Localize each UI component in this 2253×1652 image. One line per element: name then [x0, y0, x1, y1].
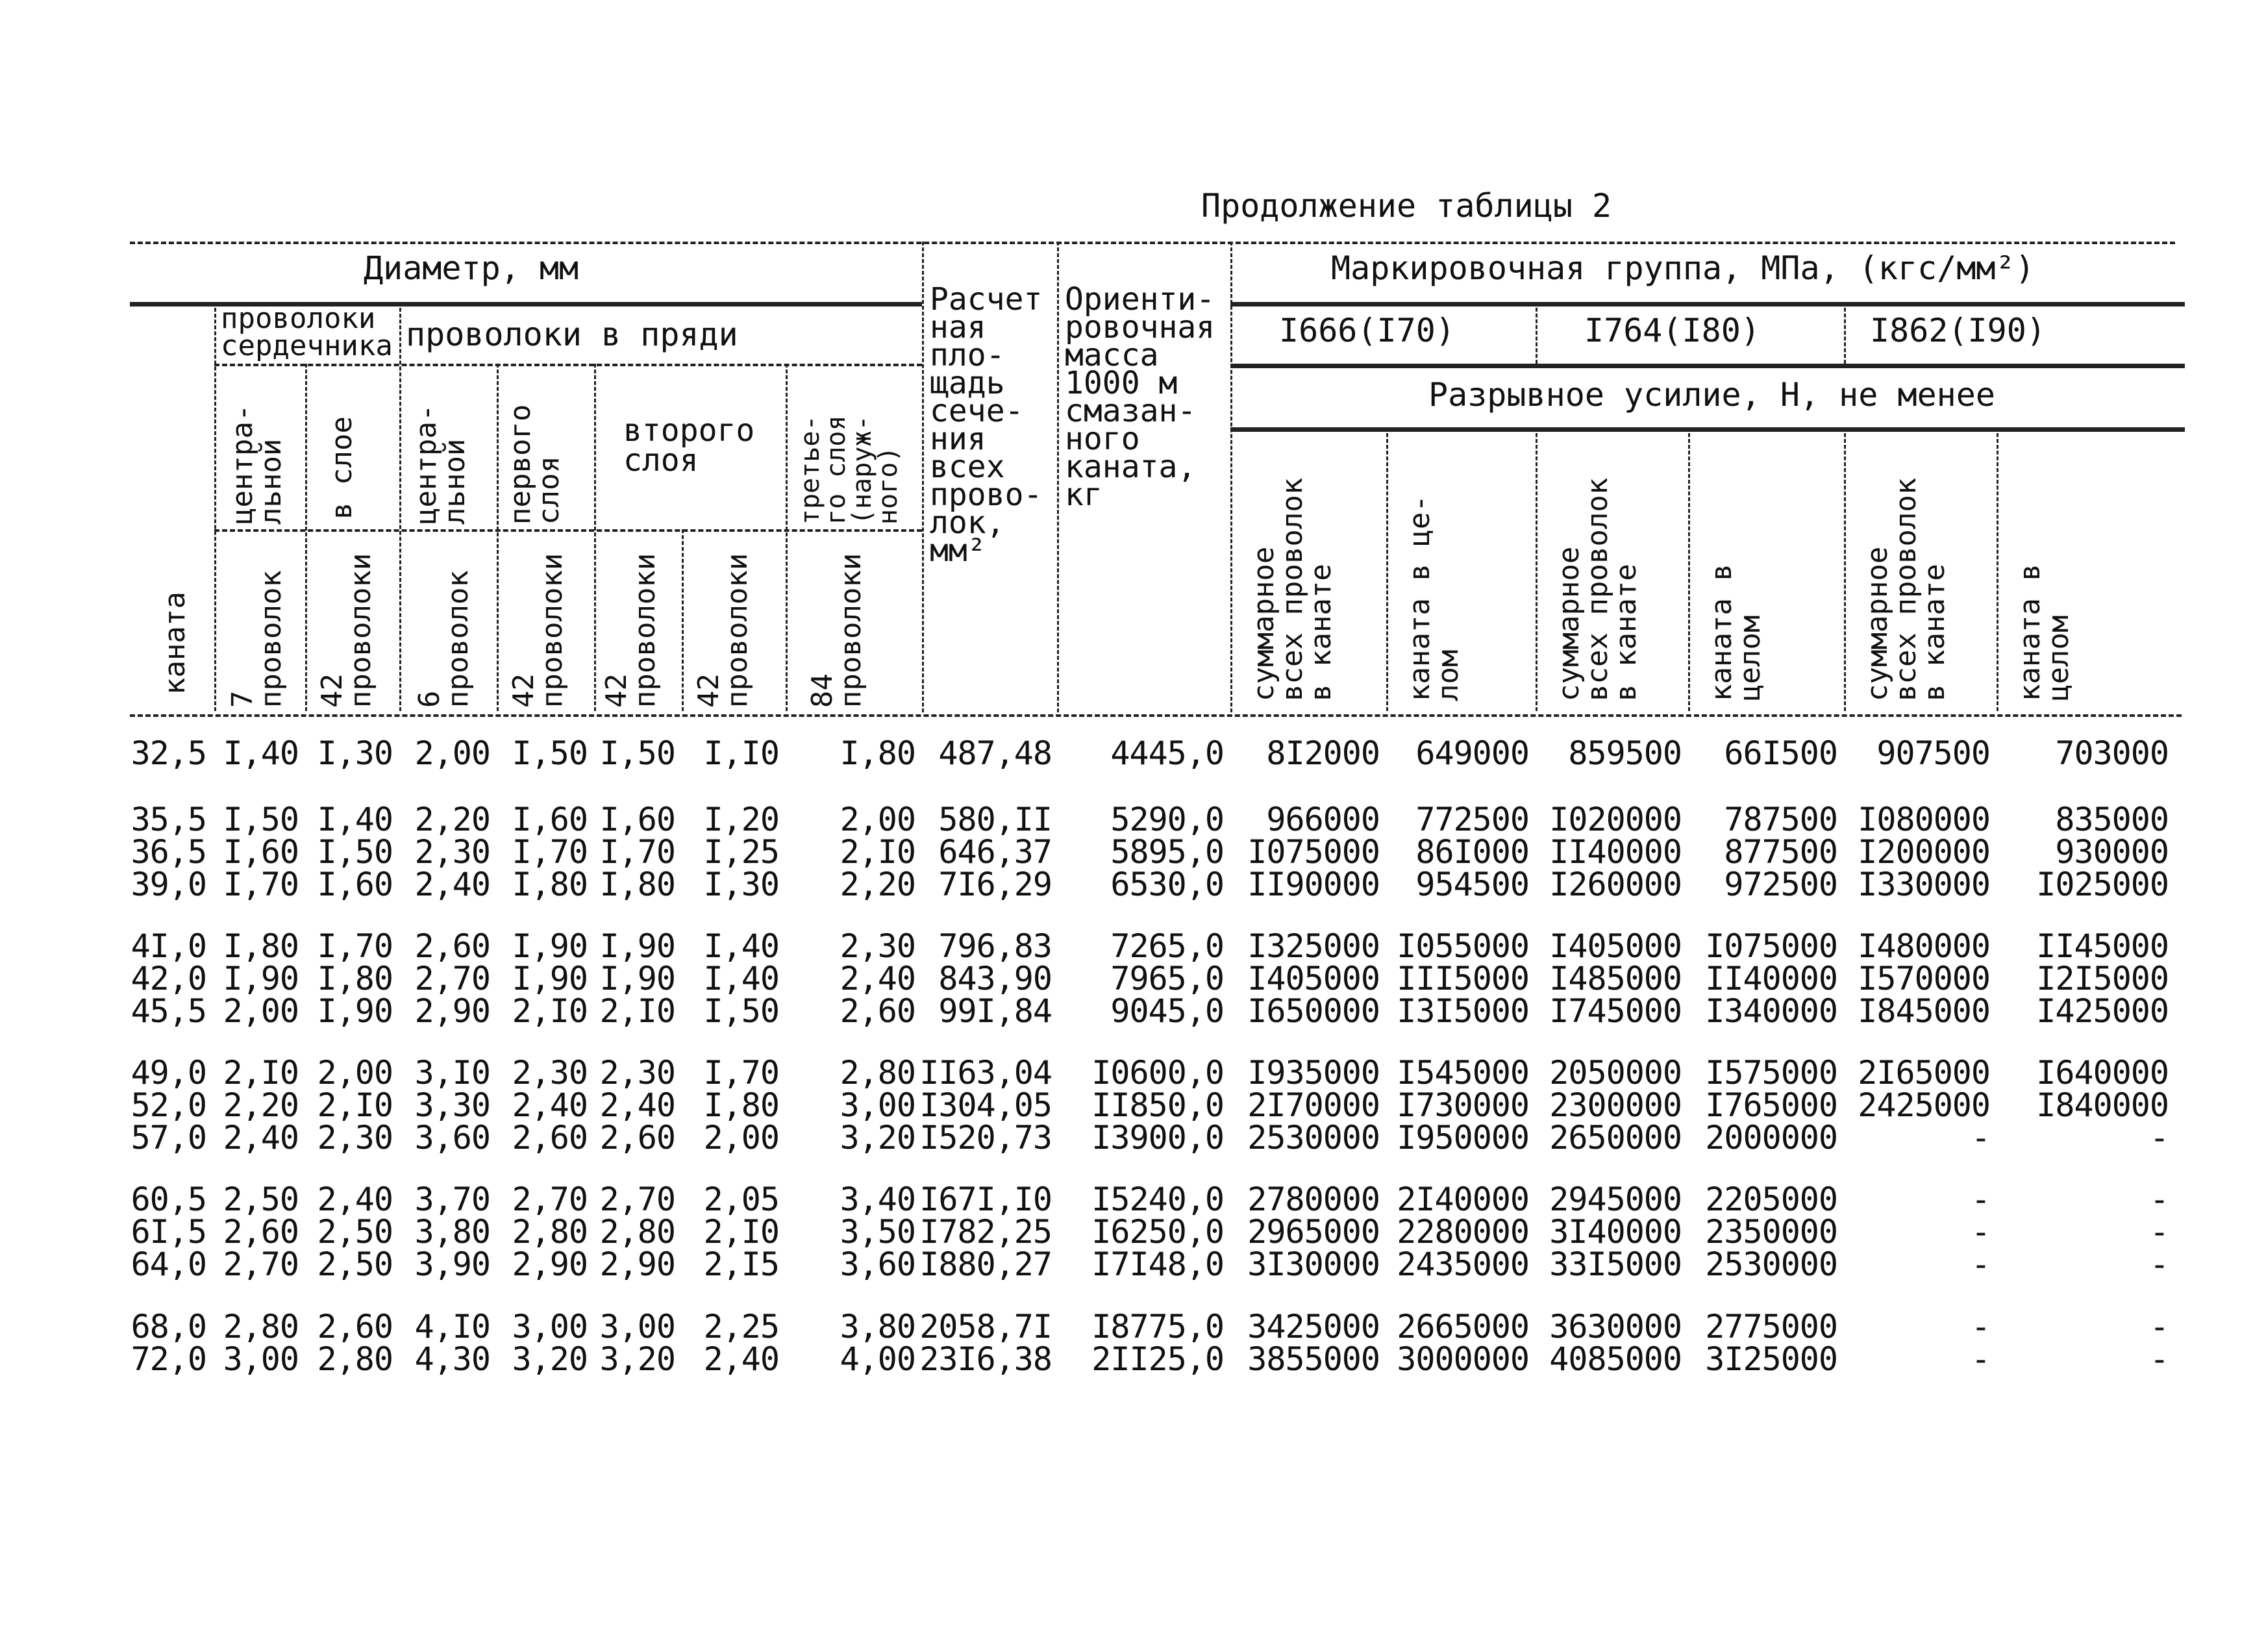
- cell-g2-rope: 787500: [1724, 801, 1837, 838]
- cell-g1-rope: 3000000: [1397, 1340, 1529, 1378]
- header-42-wires-first: 42 проволоки: [507, 553, 569, 708]
- cell-second-layer-b: 2,I0: [703, 1213, 779, 1251]
- cell-first-layer: 3,20: [512, 1340, 588, 1378]
- cell-second-layer-a: I,50: [599, 734, 675, 772]
- header-rope-whole-2: каната в целом: [1705, 564, 1767, 701]
- cell-third-layer: 3,50: [840, 1213, 915, 1251]
- cell-g3-rope: -: [2149, 1213, 2169, 1251]
- cell-second-layer-b: 2,25: [703, 1308, 779, 1345]
- col-divider: [594, 364, 596, 711]
- cell-g2-sum: II40000: [1549, 833, 1682, 871]
- cell-g2-rope: 2205000: [1705, 1181, 1837, 1218]
- cell-first-layer: 2,40: [512, 1086, 588, 1124]
- cell-second-layer-a: 2,70: [599, 1181, 675, 1218]
- cell-third-layer: 3,20: [840, 1119, 915, 1157]
- cell-g3-rope: -: [2149, 1340, 2169, 1378]
- cell-third-layer: 4,00: [840, 1340, 915, 1378]
- cell-core-layer: I,40: [317, 801, 393, 838]
- cell-rope-diameter: 60,5: [131, 1181, 206, 1218]
- cell-core-central: I,80: [223, 927, 299, 965]
- cell-g1-sum: I075000: [1247, 833, 1380, 871]
- header-84-wires: 84 проволоки: [806, 553, 867, 708]
- cell-mass: I3900,0: [1091, 1119, 1224, 1157]
- cell-g3-rope: -: [2149, 1308, 2169, 1345]
- cell-first-layer: 2,30: [512, 1054, 588, 1092]
- cell-g3-rope: I2I5000: [2036, 960, 2169, 997]
- cell-g1-sum: 8I2000: [1266, 734, 1380, 772]
- cell-mass: I0600,0: [1091, 1054, 1224, 1092]
- cell-g2-rope: I765000: [1705, 1086, 1837, 1124]
- cell-g1-sum: 3425000: [1247, 1308, 1380, 1345]
- cell-area: 99I,84: [938, 992, 1052, 1030]
- cell-first-layer: I,90: [512, 927, 588, 965]
- header-marking-group: Маркировочная группа, МПа, (кгс/мм²): [1331, 249, 2035, 287]
- group-underline: [214, 364, 922, 366]
- cell-g3-sum: -: [1971, 1119, 1990, 1157]
- cell-second-layer-b: I,40: [703, 927, 779, 965]
- header-area: Расчет ная пло- щадь сече- ния всех прово- лок, мм²: [930, 281, 1043, 569]
- cell-rope-diameter: 39,0: [131, 866, 206, 903]
- col-divider: [682, 529, 684, 711]
- cell-g2-rope: 2775000: [1705, 1308, 1837, 1345]
- cell-mass: 4445,0: [1110, 734, 1224, 772]
- header-rope: каната: [158, 592, 192, 695]
- cell-rope-diameter: 52,0: [131, 1086, 206, 1124]
- cell-g2-sum: 859500: [1568, 734, 1682, 772]
- cell-area: I880,27: [919, 1245, 1052, 1283]
- cell-rope-diameter: 6I,5: [131, 1213, 206, 1251]
- cell-g3-rope: I640000: [2036, 1054, 2169, 1092]
- col-divider: [922, 242, 924, 712]
- header-second-layer: второго слоя: [623, 412, 755, 479]
- cell-rope-diameter: 68,0: [131, 1308, 206, 1345]
- cell-strand-central: 2,90: [414, 992, 490, 1030]
- cell-area: 23I6,38: [919, 1340, 1052, 1378]
- header-sum-wires-2: суммарное всех проволок в канате: [1552, 477, 1643, 701]
- cell-g2-rope: 2530000: [1705, 1245, 1837, 1283]
- header-core-wires: проволоки сердечника: [221, 302, 393, 362]
- cell-g2-rope: 877500: [1724, 833, 1837, 871]
- cell-strand-central: 3,90: [414, 1245, 490, 1283]
- cell-core-central: 2,00: [223, 992, 299, 1030]
- cell-g3-rope: I025000: [2036, 866, 2169, 903]
- col-divider: [1997, 427, 1998, 711]
- cell-rope-diameter: 36,5: [131, 833, 206, 871]
- cell-g2-rope: I575000: [1705, 1054, 1837, 1092]
- cell-second-layer-b: I,20: [703, 801, 779, 838]
- cell-first-layer: 3,00: [512, 1308, 588, 1345]
- cell-core-central: 2,20: [223, 1086, 299, 1124]
- cell-g1-sum: II90000: [1247, 866, 1380, 903]
- cell-g3-rope: 930000: [2055, 833, 2169, 871]
- col-divider: [1386, 427, 1388, 711]
- cell-g1-rope: III5000: [1397, 960, 1529, 997]
- cell-g2-sum: 2300000: [1549, 1086, 1682, 1124]
- cell-g3-rope: -: [2149, 1119, 2169, 1157]
- cell-g3-rope: 835000: [2055, 801, 2169, 838]
- cell-strand-central: 4,I0: [414, 1308, 490, 1345]
- cell-g3-sum: 907500: [1876, 734, 1990, 772]
- header-42-wires-second-a: 42 проволоки: [600, 553, 662, 708]
- cell-second-layer-b: I,80: [703, 1086, 779, 1124]
- cell-g2-sum: I020000: [1549, 801, 1682, 838]
- cell-g3-sum: 2425000: [1858, 1086, 1990, 1124]
- cell-g3-sum: I330000: [1858, 866, 1990, 903]
- cell-g3-sum: I080000: [1858, 801, 1990, 838]
- cell-third-layer: 3,60: [840, 1245, 915, 1283]
- cell-area: 7I6,29: [938, 866, 1052, 903]
- cell-g3-sum: I480000: [1858, 927, 1990, 965]
- cell-mass: 2II25,0: [1091, 1340, 1224, 1378]
- cell-g2-rope: I340000: [1705, 992, 1837, 1030]
- cell-third-layer: I,80: [840, 734, 915, 772]
- cell-rope-diameter: 4I,0: [131, 927, 206, 965]
- cell-core-central: I,70: [223, 866, 299, 903]
- cell-g1-rope: I545000: [1397, 1054, 1529, 1092]
- cell-mass: 6530,0: [1110, 866, 1224, 903]
- cell-strand-central: 3,70: [414, 1181, 490, 1218]
- cell-third-layer: 2,I0: [840, 833, 915, 871]
- cell-area: II63,04: [919, 1054, 1052, 1092]
- cell-area: I67I,I0: [919, 1181, 1052, 1218]
- table-top-border: [130, 242, 2175, 244]
- cell-g2-rope: 66I500: [1724, 734, 1837, 772]
- cell-core-layer: 2,60: [317, 1308, 393, 1345]
- cell-g2-rope: 972500: [1724, 866, 1837, 903]
- cell-first-layer: 2,60: [512, 1119, 588, 1157]
- cell-strand-central: 2,20: [414, 801, 490, 838]
- cell-rope-diameter: 35,5: [131, 801, 206, 838]
- cell-third-layer: 2,60: [840, 992, 915, 1030]
- cell-rope-diameter: 45,5: [131, 992, 206, 1030]
- cell-first-layer: I,50: [512, 734, 588, 772]
- cell-g2-sum: 4085000: [1549, 1340, 1682, 1378]
- cell-core-central: I,40: [223, 734, 299, 772]
- cell-g1-rope: 649000: [1415, 734, 1529, 772]
- cell-third-layer: 2,00: [840, 801, 915, 838]
- cell-second-layer-b: 2,05: [703, 1181, 779, 1218]
- cell-core-central: I,50: [223, 801, 299, 838]
- cell-g3-rope: -: [2149, 1181, 2169, 1218]
- cell-g1-sum: 3I30000: [1247, 1245, 1380, 1283]
- header-first-layer: первого слоя: [504, 404, 566, 525]
- col-divider: [497, 364, 499, 711]
- cell-g3-sum: I200000: [1858, 833, 1990, 871]
- cell-second-layer-b: 2,00: [703, 1119, 779, 1157]
- header-core-central: центра- льной: [226, 404, 288, 525]
- cell-rope-diameter: 72,0: [131, 1340, 206, 1378]
- cell-core-layer: I,80: [317, 960, 393, 997]
- cell-second-layer-a: I,70: [599, 833, 675, 871]
- cell-strand-central: 2,40: [414, 866, 490, 903]
- col-divider: [1844, 302, 1846, 364]
- cell-second-layer-b: I,70: [703, 1054, 779, 1092]
- cell-core-layer: I,60: [317, 866, 393, 903]
- cell-core-layer: 2,80: [317, 1340, 393, 1378]
- cell-g2-sum: I260000: [1549, 866, 1682, 903]
- cell-mass: I7I48,0: [1091, 1245, 1224, 1283]
- cell-core-layer: 2,00: [317, 1054, 393, 1092]
- cell-core-layer: 2,50: [317, 1245, 393, 1283]
- cell-core-layer: I,70: [317, 927, 393, 965]
- cell-core-central: 3,00: [223, 1340, 299, 1378]
- cell-g2-rope: 2350000: [1705, 1213, 1837, 1251]
- cell-core-central: I,60: [223, 833, 299, 871]
- cell-g3-sum: -: [1971, 1245, 1990, 1283]
- cell-strand-central: 3,80: [414, 1213, 490, 1251]
- cell-second-layer-a: 2,80: [599, 1213, 675, 1251]
- cell-second-layer-b: 2,I5: [703, 1245, 779, 1283]
- cell-second-layer-b: I,I0: [703, 734, 779, 772]
- cell-core-layer: 2,50: [317, 1213, 393, 1251]
- header-42-wires-second-b: 42 проволоки: [692, 553, 754, 708]
- cell-first-layer: 2,90: [512, 1245, 588, 1283]
- cell-area: 796,83: [938, 927, 1052, 965]
- cell-g1-sum: I405000: [1247, 960, 1380, 997]
- cell-area: I520,73: [919, 1119, 1052, 1157]
- header-diameter: Диаметр, мм: [364, 249, 579, 287]
- cell-g1-rope: 2280000: [1397, 1213, 1529, 1251]
- cell-third-layer: 2,30: [840, 927, 915, 965]
- cell-second-layer-a: I,90: [599, 960, 675, 997]
- cell-core-layer: 2,40: [317, 1181, 393, 1218]
- cell-mass: 9045,0: [1110, 992, 1224, 1030]
- cell-core-central: 2,60: [223, 1213, 299, 1251]
- cell-second-layer-b: 2,40: [703, 1340, 779, 1378]
- header-breaking-force: Разрывное усилие, Н, не менее: [1428, 376, 1995, 414]
- cell-g2-sum: 2650000: [1549, 1119, 1682, 1157]
- cell-area: I782,25: [919, 1213, 1052, 1251]
- col-divider: [1230, 242, 1232, 712]
- cell-g1-rope: I730000: [1397, 1086, 1529, 1124]
- cell-core-layer: I,30: [317, 734, 393, 772]
- cell-strand-central: 4,30: [414, 1340, 490, 1378]
- cell-core-central: 2,50: [223, 1181, 299, 1218]
- header-rope-whole-1: каната в це- лом: [1403, 495, 1465, 701]
- cell-g1-rope: 954500: [1415, 866, 1529, 903]
- cell-first-layer: 2,80: [512, 1213, 588, 1251]
- cell-g2-sum: 3630000: [1549, 1308, 1682, 1345]
- cell-second-layer-a: I,90: [599, 927, 675, 965]
- cell-strand-central: 3,I0: [414, 1054, 490, 1092]
- cell-second-layer-b: I,25: [703, 833, 779, 871]
- header-42-wires-core: 42 проволоки: [316, 553, 377, 708]
- col-divider: [1688, 427, 1690, 711]
- cell-rope-diameter: 42,0: [131, 960, 206, 997]
- cell-core-layer: 2,30: [317, 1119, 393, 1157]
- cell-g2-sum: I405000: [1549, 927, 1682, 965]
- header-third-layer: третье- го слоя (наруж- ного): [795, 415, 903, 525]
- breaking-underline: [1230, 427, 2185, 432]
- cell-area: 843,90: [938, 960, 1052, 997]
- cell-g1-rope: 2435000: [1397, 1245, 1529, 1283]
- cell-strand-central: 3,60: [414, 1119, 490, 1157]
- cell-rope-diameter: 57,0: [131, 1119, 206, 1157]
- subhead-underline: [214, 529, 922, 532]
- cell-first-layer: I,80: [512, 866, 588, 903]
- cell-g1-sum: I935000: [1247, 1054, 1380, 1092]
- header-group-1764: I764(I80): [1584, 312, 1760, 349]
- cell-first-layer: 2,70: [512, 1181, 588, 1218]
- col-divider: [1536, 427, 1537, 711]
- cell-g3-rope: I840000: [2036, 1086, 2169, 1124]
- col-divider: [399, 302, 401, 711]
- cell-g1-sum: 966000: [1266, 801, 1380, 838]
- cell-g3-sum: 2I65000: [1858, 1054, 1990, 1092]
- cell-first-layer: 2,I0: [512, 992, 588, 1030]
- cell-core-central: 2,80: [223, 1308, 299, 1345]
- cell-core-layer: 2,I0: [317, 1086, 393, 1124]
- groups-underline: [1230, 364, 2185, 368]
- cell-first-layer: I,70: [512, 833, 588, 871]
- cell-third-layer: 3,40: [840, 1181, 915, 1218]
- cell-third-layer: 2,80: [840, 1054, 915, 1092]
- cell-third-layer: 3,00: [840, 1086, 915, 1124]
- cell-second-layer-a: 2,90: [599, 1245, 675, 1283]
- col-divider: [1536, 302, 1537, 364]
- cell-rope-diameter: 32,5: [131, 734, 206, 772]
- cell-area: I304,05: [919, 1086, 1052, 1124]
- header-6-wires: 6 проволок: [413, 570, 475, 708]
- cell-second-layer-b: I,30: [703, 866, 779, 903]
- header-core-layer: в слое: [325, 416, 358, 519]
- cell-g3-rope: II45000: [2036, 927, 2169, 965]
- cell-rope-diameter: 64,0: [131, 1245, 206, 1283]
- cell-second-layer-a: 2,30: [599, 1054, 675, 1092]
- cell-g2-rope: II40000: [1705, 960, 1837, 997]
- cell-rope-diameter: 49,0: [131, 1054, 206, 1092]
- cell-g1-sum: I650000: [1247, 992, 1380, 1030]
- cell-second-layer-a: I,60: [599, 801, 675, 838]
- cell-strand-central: 2,60: [414, 927, 490, 965]
- cell-core-central: 2,70: [223, 1245, 299, 1283]
- cell-first-layer: I,90: [512, 960, 588, 997]
- cell-second-layer-b: I,50: [703, 992, 779, 1030]
- cell-g2-sum: I485000: [1549, 960, 1682, 997]
- col-divider: [1844, 427, 1846, 711]
- cell-core-central: 2,I0: [223, 1054, 299, 1092]
- cell-g2-rope: 2000000: [1705, 1119, 1837, 1157]
- cell-third-layer: 2,40: [840, 960, 915, 997]
- cell-g2-sum: 2945000: [1549, 1181, 1682, 1218]
- cell-strand-central: 2,70: [414, 960, 490, 997]
- cell-g1-sum: 2965000: [1247, 1213, 1380, 1251]
- cell-mass: I6250,0: [1091, 1213, 1224, 1251]
- header-bottom-border: [130, 714, 2182, 717]
- header-strand-wires: проволоки в пряди: [406, 316, 738, 353]
- cell-area: 2058,7I: [919, 1308, 1052, 1345]
- cell-second-layer-a: 3,20: [599, 1340, 675, 1378]
- cell-g3-sum: I570000: [1858, 960, 1990, 997]
- cell-strand-central: 2,30: [414, 833, 490, 871]
- cell-g3-rope: I425000: [2036, 992, 2169, 1030]
- cell-g1-rope: I055000: [1397, 927, 1529, 965]
- col-divider: [214, 302, 216, 711]
- header-sum-wires-1: суммарное всех проволок в канате: [1247, 477, 1338, 701]
- cell-g1-sum: I325000: [1247, 927, 1380, 965]
- cell-second-layer-a: I,80: [599, 866, 675, 903]
- col-divider: [1057, 242, 1059, 712]
- cell-g3-sum: -: [1971, 1308, 1990, 1345]
- cell-g2-sum: I745000: [1549, 992, 1682, 1030]
- cell-g1-rope: I950000: [1397, 1119, 1529, 1157]
- header-sum-wires-3: суммарное всех проволок в канате: [1861, 477, 1951, 701]
- cell-mass: 7965,0: [1110, 960, 1224, 997]
- header-mass: Ориенти- ровочная масса 1000 м смазан- ного каната, кг: [1065, 281, 1215, 513]
- cell-core-layer: I,50: [317, 833, 393, 871]
- col-divider: [305, 364, 307, 711]
- cell-g1-sum: 2780000: [1247, 1181, 1380, 1218]
- col-divider: [786, 364, 788, 711]
- cell-mass: 5290,0: [1110, 801, 1224, 838]
- cell-second-layer-b: I,40: [703, 960, 779, 997]
- cell-g2-sum: 2050000: [1549, 1054, 1682, 1092]
- cell-mass: 7265,0: [1110, 927, 1224, 965]
- cell-g2-rope: 3I25000: [1705, 1340, 1837, 1378]
- header-rope-whole-3: каната в целом: [2013, 564, 2075, 701]
- cell-second-layer-a: 2,60: [599, 1119, 675, 1157]
- header-group-1666: I666(I70): [1279, 312, 1455, 349]
- cell-core-central: I,90: [223, 960, 299, 997]
- cell-mass: I5240,0: [1091, 1181, 1224, 1218]
- cell-g3-rope: -: [2149, 1245, 2169, 1283]
- cell-g3-rope: 703000: [2055, 734, 2169, 772]
- marking-underline: [1230, 302, 2185, 307]
- cell-g3-sum: -: [1971, 1213, 1990, 1251]
- cell-area: 487,48: [938, 734, 1052, 772]
- cell-strand-central: 3,30: [414, 1086, 490, 1124]
- header-group-1862: I862(I90): [1870, 312, 2046, 349]
- cell-g2-sum: 3I40000: [1549, 1213, 1682, 1251]
- cell-g3-sum: -: [1971, 1340, 1990, 1378]
- cell-third-layer: 3,80: [840, 1308, 915, 1345]
- cell-g3-sum: I845000: [1858, 992, 1990, 1030]
- cell-g1-sum: 2530000: [1247, 1119, 1380, 1157]
- cell-g1-sum: 2I70000: [1247, 1086, 1380, 1124]
- cell-g1-rope: I3I5000: [1397, 992, 1529, 1030]
- cell-g1-rope: 2665000: [1397, 1308, 1529, 1345]
- cell-g1-rope: 86I000: [1415, 833, 1529, 871]
- cell-second-layer-a: 2,I0: [599, 992, 675, 1030]
- cell-second-layer-a: 3,00: [599, 1308, 675, 1345]
- table-caption: Продолжение таблицы 2: [1201, 187, 1612, 225]
- cell-mass: I8775,0: [1091, 1308, 1224, 1345]
- cell-g2-sum: 33I5000: [1549, 1245, 1682, 1283]
- header-strand-central: центра- льной: [410, 404, 471, 525]
- cell-g1-sum: 3855000: [1247, 1340, 1380, 1378]
- cell-third-layer: 2,20: [840, 866, 915, 903]
- cell-g3-sum: -: [1971, 1181, 1990, 1218]
- cell-g1-rope: 772500: [1415, 801, 1529, 838]
- cell-area: 646,37: [938, 833, 1052, 871]
- cell-g2-rope: I075000: [1705, 927, 1837, 965]
- cell-first-layer: I,60: [512, 801, 588, 838]
- cell-core-central: 2,40: [223, 1119, 299, 1157]
- cell-mass: II850,0: [1091, 1086, 1224, 1124]
- cell-area: 580,II: [938, 801, 1052, 838]
- cell-core-layer: I,90: [317, 992, 393, 1030]
- cell-g1-rope: 2I40000: [1397, 1181, 1529, 1218]
- cell-mass: 5895,0: [1110, 833, 1224, 871]
- header-7-wires: 7 проволок: [226, 570, 288, 708]
- cell-strand-central: 2,00: [414, 734, 490, 772]
- cell-second-layer-a: 2,40: [599, 1086, 675, 1124]
